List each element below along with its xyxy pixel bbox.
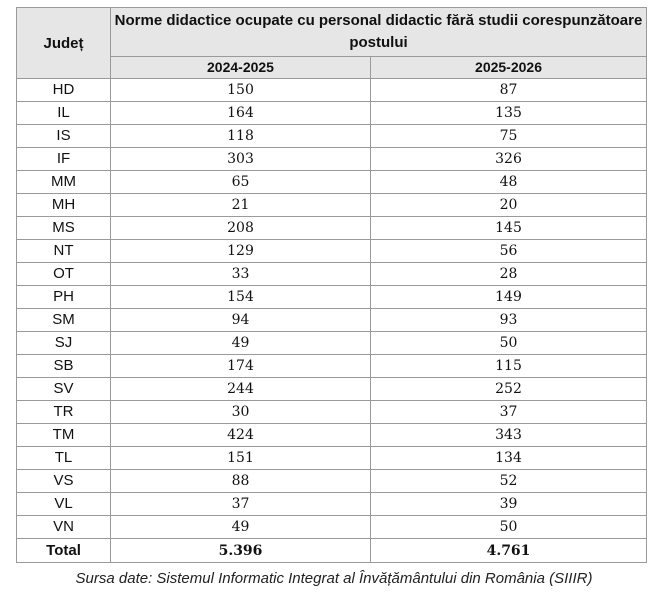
- table-row: [17, 171, 647, 194]
- value-2025-cell: 343: [371, 424, 647, 447]
- county-cell: SV: [17, 378, 111, 401]
- value-2025-cell: 39: [371, 493, 647, 516]
- total-2024: 5.396: [111, 539, 371, 563]
- county-cell: TM: [17, 424, 111, 447]
- value-2025-cell: 93: [371, 309, 647, 332]
- value-2025-cell: 326: [371, 148, 647, 171]
- table-row: [17, 355, 647, 378]
- main-column-header: Norme didactice ocupate cu personal didactic fără studii corespunzătoare postului: [111, 8, 647, 57]
- source-note: Sursa date: Sistemul Informatic Integrat al Învățământului din România (SIIIR): [75, 570, 593, 587]
- total-label: Total: [17, 539, 111, 563]
- value-2025-cell: 252: [371, 378, 647, 401]
- table-row: [17, 194, 647, 217]
- table-row: [17, 332, 647, 355]
- county-cell: SB: [17, 355, 111, 378]
- value-2025-cell: 50: [371, 332, 647, 355]
- table-row: [17, 470, 647, 493]
- value-2024-cell: 49: [111, 516, 371, 539]
- value-2025-cell: 145: [371, 217, 647, 240]
- county-cell: TR: [17, 401, 111, 424]
- value-2024-cell: 154: [111, 286, 371, 309]
- value-2025-cell: 134: [371, 447, 647, 470]
- value-2024-cell: 37: [111, 493, 371, 516]
- table-row: [17, 148, 647, 171]
- county-cell: VS: [17, 470, 111, 493]
- table-row: [17, 125, 647, 148]
- county-cell: IS: [17, 125, 111, 148]
- value-2024-cell: 30: [111, 401, 371, 424]
- table-row: [17, 401, 647, 424]
- value-2024-cell: 129: [111, 240, 371, 263]
- total-row: [17, 539, 647, 563]
- value-2025-cell: 50: [371, 516, 647, 539]
- value-2024-cell: 244: [111, 378, 371, 401]
- value-2024-cell: 151: [111, 447, 371, 470]
- value-2024-cell: 174: [111, 355, 371, 378]
- value-2025-cell: 52: [371, 470, 647, 493]
- table-row: [17, 309, 647, 332]
- value-2024-cell: 49: [111, 332, 371, 355]
- table-row: [17, 79, 647, 102]
- value-2025-cell: 28: [371, 263, 647, 286]
- value-2024-cell: 94: [111, 309, 371, 332]
- value-2024-cell: 33: [111, 263, 371, 286]
- county-cell: OT: [17, 263, 111, 286]
- value-2025-cell: 20: [371, 194, 647, 217]
- county-cell: TL: [17, 447, 111, 470]
- value-2025-cell: 75: [371, 125, 647, 148]
- table-row: [17, 286, 647, 309]
- county-cell: MM: [17, 171, 111, 194]
- value-2024-cell: 303: [111, 148, 371, 171]
- table-row: [17, 378, 647, 401]
- table-row: [17, 240, 647, 263]
- table-row: [17, 217, 647, 240]
- value-2024-cell: 164: [111, 102, 371, 125]
- data-table: [16, 7, 647, 563]
- table-row: [17, 263, 647, 286]
- table-row: [17, 424, 647, 447]
- value-2024-cell: 208: [111, 217, 371, 240]
- county-cell: VN: [17, 516, 111, 539]
- county-cell: PH: [17, 286, 111, 309]
- value-2024-cell: 65: [111, 171, 371, 194]
- county-cell: MH: [17, 194, 111, 217]
- value-2024-cell: 118: [111, 125, 371, 148]
- value-2024-cell: 424: [111, 424, 371, 447]
- county-cell: SJ: [17, 332, 111, 355]
- value-2025-cell: 87: [371, 79, 647, 102]
- table-row: [17, 447, 647, 470]
- county-cell: VL: [17, 493, 111, 516]
- county-cell: NT: [17, 240, 111, 263]
- table-row: [17, 102, 647, 125]
- county-cell: MS: [17, 217, 111, 240]
- county-cell: HD: [17, 79, 111, 102]
- value-2025-cell: 115: [371, 355, 647, 378]
- value-2025-cell: 48: [371, 171, 647, 194]
- year-header-2024: 2024-2025: [111, 57, 371, 79]
- value-2024-cell: 88: [111, 470, 371, 493]
- value-2024-cell: 21: [111, 194, 371, 217]
- value-2025-cell: 37: [371, 401, 647, 424]
- county-column-header: Județ: [17, 8, 111, 79]
- table-row: [17, 516, 647, 539]
- value-2025-cell: 135: [371, 102, 647, 125]
- county-cell: IL: [17, 102, 111, 125]
- value-2025-cell: 149: [371, 286, 647, 309]
- county-cell: IF: [17, 148, 111, 171]
- total-2025: 4.761: [371, 539, 647, 563]
- value-2025-cell: 56: [371, 240, 647, 263]
- value-2024-cell: 150: [111, 79, 371, 102]
- table-row: [17, 493, 647, 516]
- county-cell: SM: [17, 309, 111, 332]
- year-header-2025: 2025-2026: [371, 57, 647, 79]
